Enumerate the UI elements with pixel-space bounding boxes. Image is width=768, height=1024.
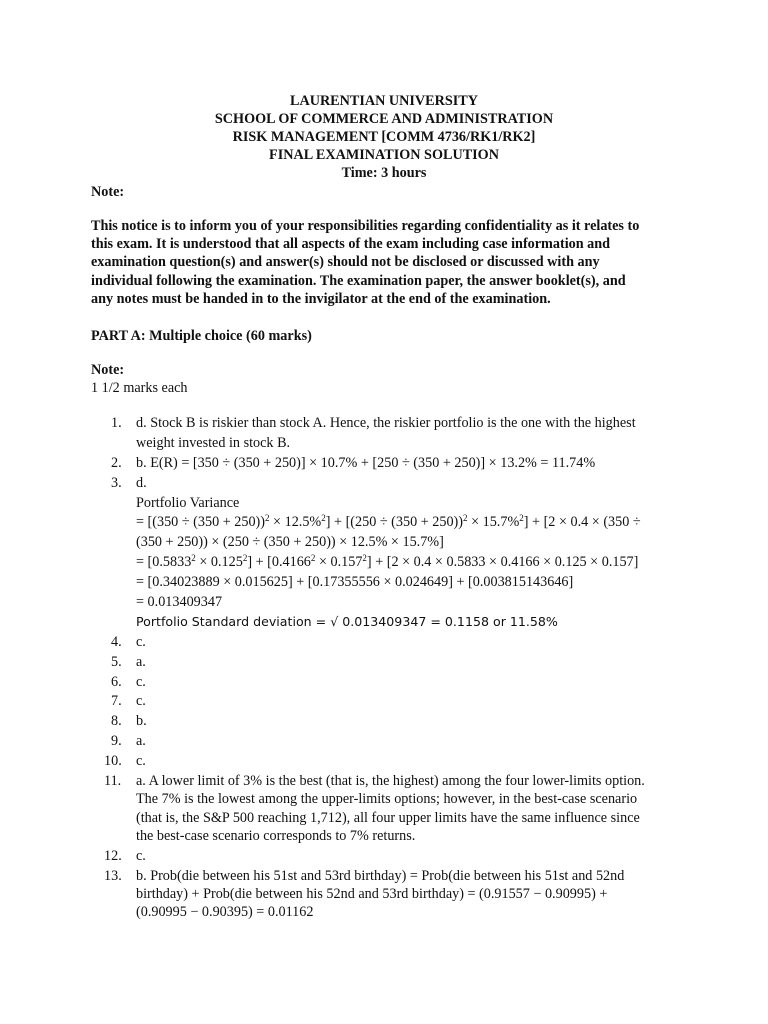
answer-choice: d. (136, 474, 147, 491)
answer-text: a. A lower limit of 3% is the best (that is, the highest) among the four lower-limits option. (136, 773, 645, 790)
item-number: 4. (111, 633, 122, 650)
exponent: 2 (362, 553, 367, 564)
variance-equation-3: = [0.34023889 × 0.015625] + [0.17355556 × 0.024649] + [0.003815143646] (136, 574, 574, 591)
eq-part: × 15.7% (467, 514, 520, 531)
answer-item-5 (91, 653, 691, 673)
answer-item-11 (91, 772, 691, 847)
note-label: Note: (91, 184, 125, 200)
answer-choice: c. (136, 753, 146, 770)
variance-equation-1b: (350 + 250)) × (250 ÷ (350 + 250)) × 12.5% × 15.7%] (136, 534, 444, 551)
notice-line: examination question(s) and answer(s) should not be disclosed or discussed with any (91, 254, 600, 271)
answer-text: b. E(R) = [350 ÷ (350 + 250)] × 10.7% + [250 ÷ (350 + 250)] × 13.2% = 11.74% (136, 454, 596, 471)
variance-equation-2 (136, 553, 691, 573)
exponent: 2 (310, 553, 316, 564)
eq-part: ] + [2 × 0.4 × 0.5833 × 0.4166 × 0.125 × 0.157] (366, 554, 639, 571)
eq-part: × 0.157 (315, 554, 363, 571)
answer-item-7 (91, 692, 691, 712)
answer-item-6 (91, 673, 691, 693)
answer-choice: c. (136, 847, 146, 864)
eq-part: ] + [0.4166 (247, 554, 311, 571)
answer-choice: b. (136, 713, 147, 730)
item-number: 5. (111, 653, 122, 670)
part-a-note-label: Note: (91, 362, 125, 378)
answer-item-13 (91, 867, 691, 922)
exponent: 2 (265, 513, 270, 524)
answer-text: the best-case scenario corresponds to 7% returns. (136, 827, 416, 844)
item-number: 7. (111, 693, 122, 710)
item-number: 1. (111, 415, 122, 431)
part-a-note: 1 1/2 marks each (91, 380, 188, 396)
exponent: 2 (519, 513, 524, 524)
standard-deviation-line: Portfolio Standard deviation = √ 0.013409347 = 0.1158 or 11.58% (136, 613, 558, 629)
exponent: 2 (242, 553, 248, 564)
eq-part: ] + [2 × 0.4 × (350 ÷ (523, 514, 641, 531)
item-number: 13. (104, 867, 122, 884)
part-a-title: PART A: Multiple choice (60 marks) (91, 328, 312, 344)
answer-text: b. Prob(die between his 51st and 53rd birthday) = Prob(die between his 51st and 52nd (136, 867, 625, 884)
answer-item-12 (91, 847, 691, 867)
item-number: 3. (111, 474, 122, 491)
answer-choice: a. (136, 653, 146, 670)
notice-line: any notes must be handed in to the invigilator at the end of the examination. (91, 290, 551, 307)
notice-line: This notice is to inform you of your responsibilities regarding confidentiality as it relates to (91, 218, 640, 234)
answer-text: (that is, the S&P 500 reaching 1,712), all four upper limits have the same influence since (136, 809, 640, 826)
school-name: SCHOOL OF COMMERCE AND ADMINISTRATION (214, 111, 554, 128)
answer-list (91, 414, 691, 922)
variance-result: = 0.013409347 (136, 594, 223, 611)
confidentiality-notice (91, 217, 681, 308)
exam-time: Time: 3 hours (341, 165, 427, 182)
notice-line: this exam. It is understood that all aspects of the exam including case information and (91, 236, 611, 253)
answer-item-2 (91, 454, 691, 474)
eq-part: × 0.125 (195, 554, 243, 571)
answer-item-4 (91, 633, 691, 653)
answer-choice: c. (136, 633, 146, 650)
exponent: 2 (191, 553, 196, 564)
answer-choice: c. (136, 673, 146, 690)
university-name: LAURENTIAN UNIVERSITY (289, 93, 479, 109)
item-number: 12. (104, 847, 122, 864)
notice-line: individual following the examination. The examination paper, the answer booklet(s), and (91, 272, 626, 289)
item-number: 11. (104, 773, 122, 790)
item-number: 2. (111, 454, 122, 471)
answer-choice: c. (136, 693, 146, 710)
answer-text: birthday) + Prob(die between his 52nd and 53rd birthday) = (0.91557 − 0.90995) + (136, 886, 608, 902)
eq-part: × 12.5% (269, 514, 322, 531)
answer-text: The 7% is the lowest among the upper-limits options; however, in the best-case scenario (136, 791, 638, 808)
answer-item-1 (91, 414, 691, 454)
eq-part: = [(350 ÷ (350 + 250)) (136, 514, 265, 531)
eq-part: = [0.5833 (136, 554, 192, 571)
item-number: 8. (111, 713, 122, 730)
answer-text: d. Stock B is riskier than stock A. Hence, the riskier portfolio is the one with the highest (136, 415, 636, 431)
exponent: 2 (463, 513, 468, 524)
answer-choice: a. (136, 733, 146, 750)
exponent: 2 (321, 513, 326, 524)
answer-text: (0.90995 − 0.90395) = 0.01162 (136, 904, 314, 921)
document-header (0, 92, 768, 182)
answer-item-10 (91, 752, 691, 772)
course-title: RISK MANAGEMENT [COMM 4736/RK1/RK2] (232, 129, 536, 146)
answer-text: weight invested in stock B. (136, 434, 291, 451)
item-number: 9. (111, 733, 122, 750)
variance-equation-1 (136, 513, 691, 533)
exam-title: FINAL EXAMINATION SOLUTION (269, 147, 499, 164)
answer-item-8 (91, 712, 691, 732)
eq-part: ] + [(250 ÷ (350 + 250)) (325, 514, 464, 531)
answer-item-9 (91, 732, 691, 752)
item-number: 10. (104, 753, 122, 770)
item-number: 6. (111, 673, 122, 690)
answer-item-3 (91, 474, 691, 633)
portfolio-variance-label: Portfolio Variance (136, 494, 240, 511)
